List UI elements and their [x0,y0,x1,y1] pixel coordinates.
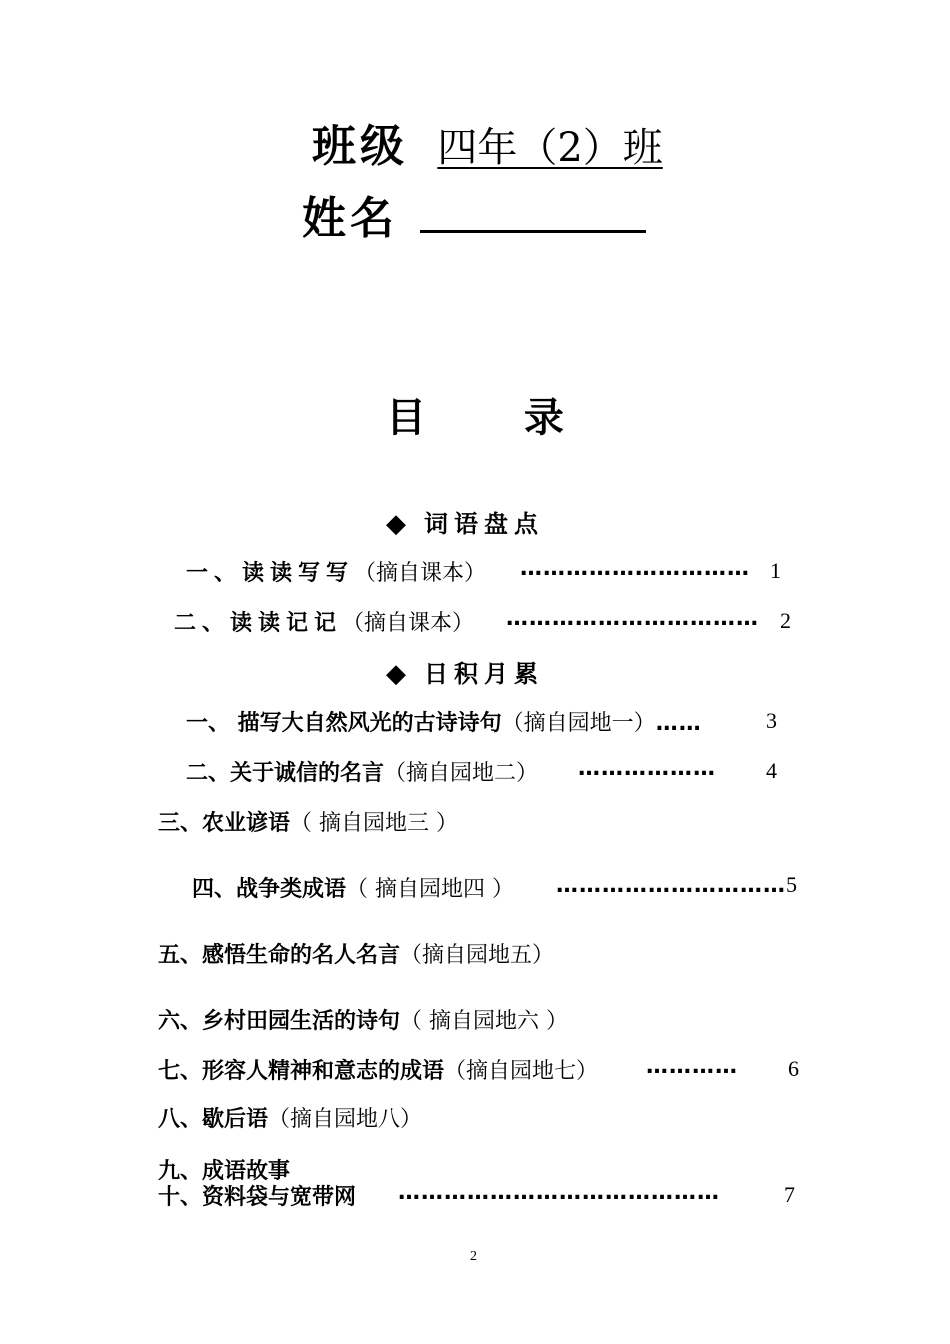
entry-label: 二、关于诚信的名言 [186,761,385,786]
entry-source: （ 摘自园地四 ） [346,877,515,902]
entry-label: 十、资料袋与宽带网 [158,1185,357,1210]
class-label: 班级 [312,121,408,172]
entry-label: 四、战争类成语 [192,877,347,902]
name-blank-field[interactable] [420,202,646,233]
toc-entry[interactable] [186,756,538,787]
toc-entry[interactable] [158,1180,356,1211]
entry-page: 7 [784,1182,795,1207]
entry-label: 五、感悟生命的名人名言 [158,943,401,968]
section-heading-words [386,504,544,539]
toc-entry[interactable] [158,806,458,837]
entry-label: 三、农业谚语 [158,811,291,836]
toc-entry[interactable] [186,706,702,737]
entry-label: 二、读读记记 [174,611,343,636]
section-heading-accumulation [386,654,544,689]
page-number: 2 [470,1249,477,1264]
entry-page: 1 [770,558,781,583]
entry-label: 一、读读写写 [186,561,355,586]
toc-entry[interactable] [158,1004,568,1035]
toc-dots: …………………………………… [398,1180,720,1205]
class-line [312,110,663,174]
entry-source: （ 摘自园地六 ） [400,1009,569,1034]
entry-source: （摘自课本） [342,611,475,636]
entry-label: 六、乡村田园生活的诗句 [158,1009,401,1034]
toc-entry[interactable] [174,606,474,637]
toc-dots: …………………………5 [556,872,797,898]
section-label: 日积月累 [424,660,544,688]
entry-page: 5 [786,872,797,897]
toc-entry[interactable] [158,938,554,969]
entry-label: 九、成语故事 [158,1159,291,1184]
entry-dots: …… [655,711,702,736]
entry-source: （ 摘自园地三 ） [290,811,459,836]
toc-entry[interactable] [158,1102,422,1133]
diamond-icon: ◆ [386,659,406,689]
toc-entry[interactable] [192,872,514,903]
class-value: 四年（2）班 [437,125,663,171]
entry-page: 4 [766,758,777,783]
name-label: 姓名 [302,193,398,244]
toc-entry[interactable] [186,556,486,587]
section-label: 词语盘点 [424,510,544,538]
entry-source: （摘自园地二） [384,761,539,786]
entry-page: 3 [766,708,777,733]
toc-entry[interactable] [158,1054,598,1085]
entry-source: （摘自课本） [354,561,487,586]
entry-source: （摘自园地一） [501,711,656,736]
entry-label: 八、歇后语 [158,1107,269,1132]
entry-page: 2 [780,608,791,633]
entry-page: 6 [788,1056,799,1081]
name-line [302,182,646,246]
entry-source: （摘自园地五） [400,943,555,968]
toc-dots: …………………………… [506,606,759,631]
entry-label: 一、 描写大自然风光的古诗诗句 [186,711,502,736]
entry-source: （摘自园地七） [444,1059,599,1084]
toc-dots: ………………………… [520,556,750,581]
toc-title: 目 录 [386,395,606,441]
entry-source: （摘自园地八） [268,1107,423,1132]
toc-dots: ………… [646,1054,738,1079]
toc-dots: ……………… [578,756,716,781]
entry-label: 七、形容人精神和意志的成语 [158,1059,445,1084]
diamond-icon: ◆ [386,509,406,539]
